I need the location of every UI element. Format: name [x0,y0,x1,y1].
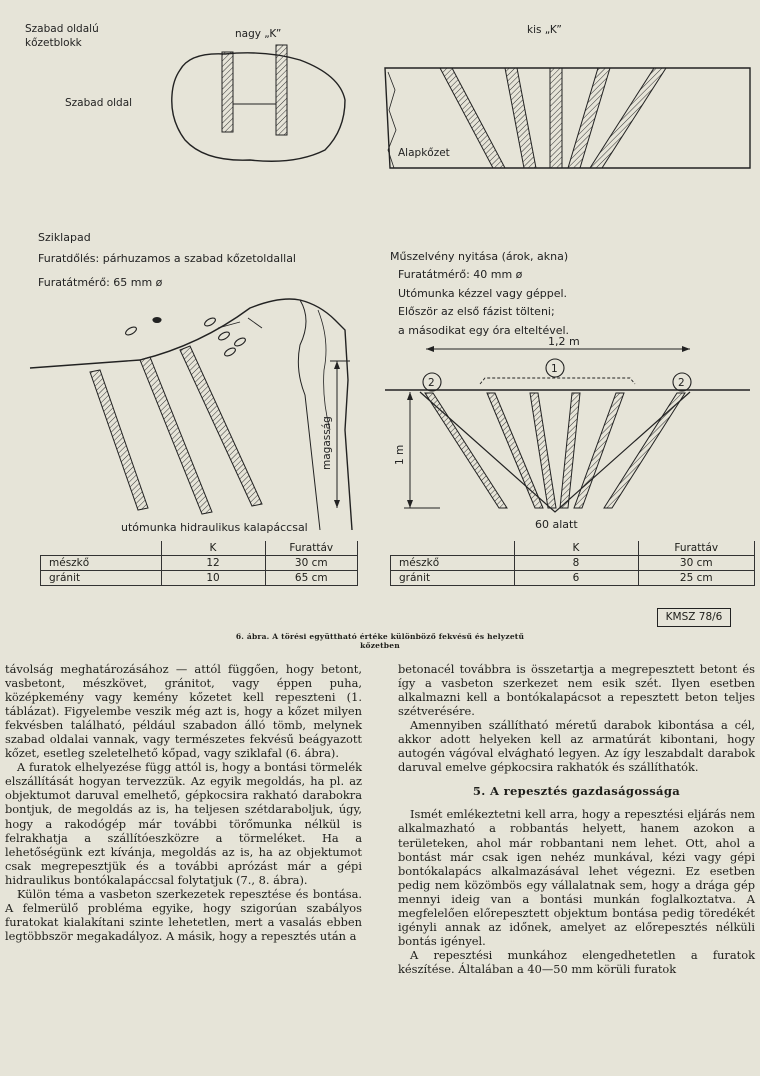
free-block-shape [172,53,345,161]
caption-line-2: kőzetben [360,641,400,650]
bore-big-k-2 [276,45,287,135]
label-phase-2-right: 2 [678,377,685,389]
table-cell: 12 [161,556,265,571]
label-small-k: kis „K” [527,24,562,36]
bore-big-k-1 [222,52,233,132]
label-cliff-bores: Furatdőlés: párhuzamos a szabad kőzetoldallal [38,252,296,265]
label-height: magasság [321,416,333,470]
label-free-block-1: Szabad oldalú [25,23,99,35]
label-bedrock: Alapkőzet [398,147,450,159]
trench-note-3: Utómunka kézzel vagy géppel. [398,287,568,300]
table-row [391,556,755,571]
label-depth: 1 m [394,444,406,465]
right-column [398,662,755,976]
label-cliff: Sziklapad [38,231,91,244]
table-cell: 6 [514,571,638,586]
table-left-header-k: K [161,541,265,556]
label-phase-2-left: 2 [428,377,435,389]
section-heading: 5. A repesztés gazdaságossága [472,784,681,799]
table-cell: gránit [391,571,515,586]
label-aftercut: utómunka hidraulikus kalapáccsal [121,521,308,534]
bedrock-bores [440,68,666,168]
table-cell: gránit [41,571,162,586]
label-cliff-diameter: Furatátmérő: 65 mm ø [38,276,163,289]
table-cell: mészkő [391,556,515,571]
table-cell: 30 cm [265,556,358,571]
cliff-bores [90,346,262,514]
table-right-header-spacing: Furattáv [638,541,755,556]
trench-v [420,392,690,512]
trench-note-2: Furatátmérő: 40 mm ø [398,268,523,281]
left-column [5,662,362,943]
label-free-side: Szabad oldal [65,97,133,109]
table-cell: 8 [514,556,638,571]
table-left-header-spacing: Furattáv [265,541,358,556]
label-phase-1: 1 [551,363,558,375]
trench-note-5: a másodikat egy óra elteltével. [398,324,570,337]
table-row [41,571,358,586]
paragraph: betonacél továbbra is összetartja a megrepesztett betont és így a vasbeton szerkezet nem esik szét. Ilyen esetben alkalmazni kell a bontókalapácsot a repesztett beton teljes szétverésére. [398,662,755,719]
stamp-label: KMSZ 78/6 [657,608,731,627]
table-left [40,541,358,586]
label-free-block-2: kőzetblokk [25,37,82,49]
paragraph: Külön téma a vasbeton szerkezetek repesztése és bontása. A felmerülő probléma egyike, hogy szigorúan szabályos furatokat kialakítani szinte lehetetlen, mert a vasalás ebben legtöbbször megakadályoz. A másik, hogy a repesztés után a [5,886,362,943]
table-row [391,571,755,586]
table-cell: 25 cm [638,571,755,586]
label-below: 60 alatt [535,518,578,531]
caption-line-1: 6. ábra. A törési együttható értéke különböző fekvésű és helyzetű [235,632,525,641]
table-left-header-empty [41,541,162,556]
trench-bores [425,393,685,508]
table-cell: 65 cm [265,571,358,586]
label-width: 1,2 m [548,335,580,348]
trench-note-1: Műszelvény nyitása (árok, akna) [390,250,569,263]
paragraph: Amennyiben szállítható méretű darabok kibontása a cél, akkor adott helyeken kell az armatúrát kibontani, hogy autogén vágóval elvágható legyen. Az így leszabdalt darabok daruval emelve gépkocsira rakhatók és szállíthatók. [398,718,755,775]
paragraph: távolság meghatározásához — attól függően, hogy betont, vasbetont, mészkövet, gránitot, vagy éppen puha, középkemény vagy kemény kőzetet kell repeszteni (1. táblázat). Figyelembe veszik még azt is, hogy a kőzet milyen fekvésben található, például szabadon álló tömb, melynek szabad oldalai vannak, vagy természetes fekvésű beágyazott kőzet, esetleg szeletelhető kőpad, vagy sziklafal (6. ábra). [5,662,362,761]
table-cell: 30 cm [638,556,755,571]
paragraph: A furatok elhelyezése függ attól is, hogy a bontási törmelék elszállítását hogyan tervezzük. Az egyik megoldás, ha pl. az objektumot daruval emelhető, gépkocsira rakható darabokra bontjuk, de megoldás az is, ha teljesen szétdaraboljuk, úgy, hogy a rakodógép már további törőmunka nélkül is felrakhatja a szállítóeszközre a törmeléket. Ha a lehetőségünk ezt kívánja, megoldás az is, ha az objektumot csak megrepesztjük és a további aprózást már a gépi hidraulikus bontókalapáccsal folytatjuk (7., 8. ábra). [5,760,362,887]
figure-caption [0,632,760,650]
cliff-profile [30,299,352,530]
table-cell: mészkő [41,556,162,571]
table-right-header-empty [391,541,515,556]
table-row [41,556,358,571]
label-big-k: nagy „K” [235,28,282,40]
table-right [390,541,755,586]
paragraph: A repesztési munkához elengedhetetlen a furatok készítése. Általában a 40—50 mm körüli furatok [398,947,755,976]
paragraph: Ismét emlékeztetni kell arra, hogy a repesztési eljárás nem alkalmazható a robbantás helyett, hanem azokon a területeken, ahol már robbantani nem lehet. Ott, ahol a bontást már csak igen nehéz munkával, kézi vagy gépi bontókalapács alkalmazásával lehet végezni. Ez esetben pedig nem közömbös egy vállalatnak sem, hogy a drága gép mennyi ideig van a bontási munkán foglalkoztatva. A megfelelően előrepesztett objektum bontása pedig töredékét igényli annak az időnek, amelyet az előrepesztés nélküli bontás igényel. [398,807,755,948]
table-cell: 10 [161,571,265,586]
table-right-header-k: K [514,541,638,556]
trench-note-4: Először az első fázist tölteni; [398,305,555,318]
